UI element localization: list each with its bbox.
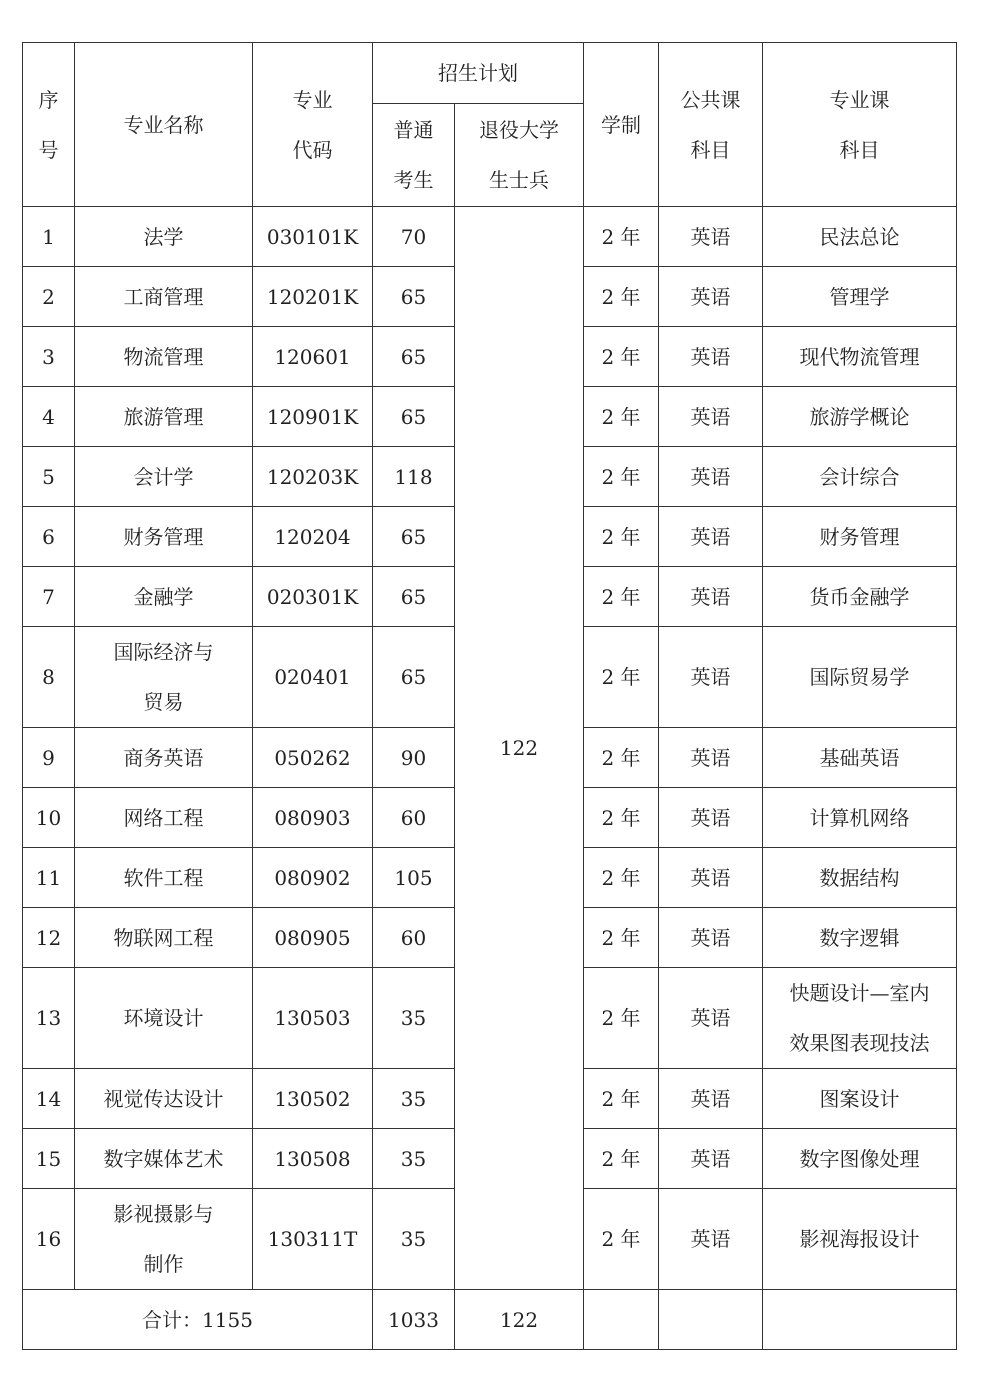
duration-cell: 2 年	[584, 788, 659, 848]
major-code-cell: 130502	[253, 1069, 373, 1129]
duration-cell: 2 年	[584, 327, 659, 387]
public-course-cell: 英语	[659, 267, 763, 327]
regular-count-cell: 118	[373, 447, 455, 507]
public-course-cell: 英语	[659, 1189, 763, 1290]
header-seq: 序 号	[23, 43, 75, 207]
major-code-cell: 080902	[253, 848, 373, 908]
major-name-cell: 法学	[75, 207, 253, 267]
duration-cell: 2 年	[584, 728, 659, 788]
duration-cell: 2 年	[584, 447, 659, 507]
public-course-cell: 英语	[659, 507, 763, 567]
major-course-cell: 影视海报设计	[763, 1189, 957, 1290]
regular-count-cell: 35	[373, 1189, 455, 1290]
major-code-cell: 130508	[253, 1129, 373, 1189]
public-course-cell: 英语	[659, 788, 763, 848]
seq-cell: 9	[23, 728, 75, 788]
duration-cell: 2 年	[584, 507, 659, 567]
major-course-cell: 现代物流管理	[763, 327, 957, 387]
major-course-cell: 图案设计	[763, 1069, 957, 1129]
major-code-cell: 130311T	[253, 1189, 373, 1290]
major-course-cell: 民法总论	[763, 207, 957, 267]
major-code-cell: 120203K	[253, 447, 373, 507]
major-name-cell: 数字媒体艺术	[75, 1129, 253, 1189]
seq-cell: 4	[23, 387, 75, 447]
duration-cell: 2 年	[584, 387, 659, 447]
public-course-cell: 英语	[659, 968, 763, 1069]
major-name-cell: 金融学	[75, 567, 253, 627]
major-name-cell: 环境设计	[75, 968, 253, 1069]
duration-cell: 2 年	[584, 908, 659, 968]
major-course-cell: 会计综合	[763, 447, 957, 507]
seq-cell: 7	[23, 567, 75, 627]
seq-cell: 12	[23, 908, 75, 968]
seq-cell: 11	[23, 848, 75, 908]
header-public-course: 公共课 科目	[659, 43, 763, 207]
regular-count-cell: 60	[373, 788, 455, 848]
major-name-cell: 工商管理	[75, 267, 253, 327]
seq-cell: 10	[23, 788, 75, 848]
seq-cell: 2	[23, 267, 75, 327]
regular-count-cell: 70	[373, 207, 455, 267]
duration-cell: 2 年	[584, 627, 659, 728]
total-empty-cell	[763, 1290, 957, 1350]
seq-cell: 13	[23, 968, 75, 1069]
regular-count-cell: 105	[373, 848, 455, 908]
regular-count-cell: 35	[373, 1069, 455, 1129]
duration-cell: 2 年	[584, 267, 659, 327]
major-name-cell: 影视摄影与 制作	[75, 1189, 253, 1290]
regular-count-cell: 65	[373, 267, 455, 327]
major-name-cell: 会计学	[75, 447, 253, 507]
major-name-cell: 物流管理	[75, 327, 253, 387]
duration-cell: 2 年	[584, 207, 659, 267]
major-code-cell: 120204	[253, 507, 373, 567]
regular-count-cell: 35	[373, 1129, 455, 1189]
public-course-cell: 英语	[659, 848, 763, 908]
major-course-cell: 快题设计—室内 效果图表现技法	[763, 968, 957, 1069]
veteran-count-cell: 122	[455, 207, 584, 1290]
major-name-cell: 软件工程	[75, 848, 253, 908]
duration-cell: 2 年	[584, 567, 659, 627]
total-empty-cell	[584, 1290, 659, 1350]
regular-count-cell: 35	[373, 968, 455, 1069]
public-course-cell: 英语	[659, 908, 763, 968]
major-course-cell: 财务管理	[763, 507, 957, 567]
major-course-cell: 数据结构	[763, 848, 957, 908]
major-code-cell: 020401	[253, 627, 373, 728]
major-code-cell: 020301K	[253, 567, 373, 627]
major-name-cell: 视觉传达设计	[75, 1069, 253, 1129]
public-course-cell: 英语	[659, 627, 763, 728]
public-course-cell: 英语	[659, 327, 763, 387]
major-code-cell: 120901K	[253, 387, 373, 447]
total-veteran: 122	[455, 1290, 584, 1350]
seq-cell: 16	[23, 1189, 75, 1290]
regular-count-cell: 65	[373, 627, 455, 728]
major-course-cell: 基础英语	[763, 728, 957, 788]
major-name-cell: 商务英语	[75, 728, 253, 788]
duration-cell: 2 年	[584, 1069, 659, 1129]
major-code-cell: 120201K	[253, 267, 373, 327]
public-course-cell: 英语	[659, 387, 763, 447]
public-course-cell: 英语	[659, 1129, 763, 1189]
major-course-cell: 旅游学概论	[763, 387, 957, 447]
major-name-cell: 物联网工程	[75, 908, 253, 968]
total-row	[23, 1290, 957, 1350]
major-course-cell: 计算机网络	[763, 788, 957, 848]
enrollment-plan-table	[22, 42, 957, 1350]
public-course-cell: 英语	[659, 728, 763, 788]
major-name-cell: 网络工程	[75, 788, 253, 848]
major-code-cell: 050262	[253, 728, 373, 788]
total-regular: 1033	[373, 1290, 455, 1350]
header-row-1	[23, 43, 957, 104]
seq-cell: 3	[23, 327, 75, 387]
regular-count-cell: 60	[373, 908, 455, 968]
major-course-cell: 国际贸易学	[763, 627, 957, 728]
major-name-cell: 财务管理	[75, 507, 253, 567]
header-regular-students: 普通 考生	[373, 104, 455, 207]
public-course-cell: 英语	[659, 1069, 763, 1129]
major-code-cell: 120601	[253, 327, 373, 387]
header-major-name: 专业名称	[75, 43, 253, 207]
major-course-cell: 管理学	[763, 267, 957, 327]
major-course-cell: 数字图像处理	[763, 1129, 957, 1189]
seq-cell: 5	[23, 447, 75, 507]
header-duration: 学制	[584, 43, 659, 207]
seq-cell: 6	[23, 507, 75, 567]
seq-cell: 1	[23, 207, 75, 267]
duration-cell: 2 年	[584, 968, 659, 1069]
major-name-cell: 国际经济与 贸易	[75, 627, 253, 728]
major-code-cell: 080905	[253, 908, 373, 968]
regular-count-cell: 65	[373, 387, 455, 447]
regular-count-cell: 65	[373, 327, 455, 387]
major-code-cell: 030101K	[253, 207, 373, 267]
seq-cell: 14	[23, 1069, 75, 1129]
duration-cell: 2 年	[584, 848, 659, 908]
regular-count-cell: 65	[373, 567, 455, 627]
header-veteran-students: 退役大学 生士兵	[455, 104, 584, 207]
header-enrollment-plan: 招生计划	[373, 43, 584, 104]
regular-count-cell: 90	[373, 728, 455, 788]
duration-cell: 2 年	[584, 1189, 659, 1290]
table-row	[23, 207, 957, 267]
public-course-cell: 英语	[659, 207, 763, 267]
seq-cell: 15	[23, 1129, 75, 1189]
header-major-code: 专业 代码	[253, 43, 373, 207]
major-course-cell: 数字逻辑	[763, 908, 957, 968]
public-course-cell: 英语	[659, 447, 763, 507]
major-code-cell: 130503	[253, 968, 373, 1069]
total-empty-cell	[659, 1290, 763, 1350]
public-course-cell: 英语	[659, 567, 763, 627]
duration-cell: 2 年	[584, 1129, 659, 1189]
regular-count-cell: 65	[373, 507, 455, 567]
seq-cell: 8	[23, 627, 75, 728]
major-code-cell: 080903	[253, 788, 373, 848]
major-name-cell: 旅游管理	[75, 387, 253, 447]
major-course-cell: 货币金融学	[763, 567, 957, 627]
total-label: 合计：1155	[23, 1290, 373, 1350]
header-major-course: 专业课 科目	[763, 43, 957, 207]
